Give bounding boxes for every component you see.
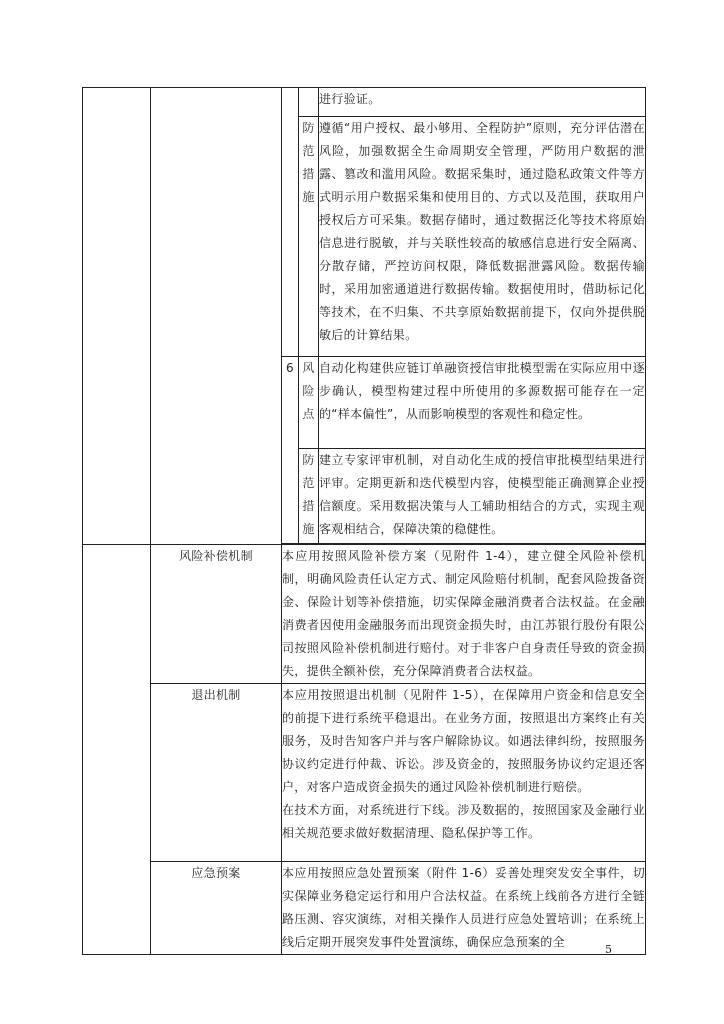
exit-technical-text: 在技术方面，对系统进行下线。涉及数据的，按照国家及金融行业相关规范要求做好数据清理、隐私保护等工作。 <box>282 803 645 840</box>
compensation-title: 风险补偿机制 <box>151 545 282 684</box>
label-char: 施 <box>302 522 315 536</box>
emergency-row <box>83 862 646 955</box>
privacy-measures-label <box>299 117 319 357</box>
risk-measures-text: 建立专家评审机制，对自动化生成的授信审批模型结果进行评审。定期更新和迭代模型内容，使模型能正确测算企业授信额度。采用数据决策与人工辅助相结合的方式，实现主观客观相结合，保障决策的稳健性。 <box>319 449 646 544</box>
risk-point-text: 自动化构建供应链订单融资授信审批模型需在实际应用中逐步确认，模型构建过程中所使用的多源数据可能存在一定的“样本偏性”，从而影响模型的客观性和稳定性。 <box>319 357 646 449</box>
empty-label-cell <box>299 88 319 117</box>
verify-row <box>83 88 646 117</box>
label-char: 防 <box>302 453 315 467</box>
label-char: 范 <box>302 144 315 158</box>
page-number: 5 <box>605 943 612 956</box>
application-table <box>82 87 646 955</box>
empty-category-cell <box>151 88 282 545</box>
risk-point-label <box>299 357 319 449</box>
empty-outer-cell <box>83 88 151 545</box>
emergency-title: 应急预案 <box>151 862 282 955</box>
empty-outer-cell <box>83 545 151 955</box>
verify-text: 进行验证。 <box>319 88 646 117</box>
risk-measures-label <box>299 449 319 544</box>
label-char: 措 <box>302 499 315 513</box>
empty-number-cell <box>282 88 299 357</box>
item-number: 6 <box>282 357 299 544</box>
compensation-text: 本应用按照风险补偿方案（见附件 1-4），建立健全风险补偿机制，明确风险责任认定方式、制定风险赔付机制，配套风险拨备资金、保险计划等补偿措施，切实保障金融消费者合法权益。在金融消费者因使用金融服务而出现资金损失时，由江苏银行股份有限公司按照风险补偿机制进行赔付。对于非客户自身责任导致的资金损失，提供全额补偿，充分保障消费者合法权益。 <box>282 545 646 684</box>
exit-text <box>282 684 646 862</box>
exit-business-text: 本应用按照退出机制（见附件 1-5），在保障用户资金和信息安全的前提下进行系统平稳退出。在业务方面，按照退出方案终止有关服务，及时告知客户并与客户解除协议。如遇法律纠纷，按照服务协议约定进行仲裁、诉讼。涉及资金的，按照服务协议约定退还客户，对客户造成资金损失的通过风险补偿机制进行赔偿。 <box>282 688 645 794</box>
exit-title: 退出机制 <box>151 684 282 862</box>
label-char: 措 <box>302 167 315 181</box>
label-char: 施 <box>302 190 315 204</box>
label-char: 防 <box>302 121 315 135</box>
privacy-measures-text: 遵循“用户授权、最小够用、全程防护”原则，充分评估潜在风险，加强数据全生命周期安全管理，严防用户数据的泄露、篡改和滥用风险。数据采集时，通过隐私政策文件等方式明示用户数据采集和使用目的、方式以及范围，获取用户授权后方可采集。数据存储时，通过数据泛化等技术将原始信息进行脱敏，并与关联性较高的敏感信息进行安全隔离、分散存储，严控访问权限，降低数据泄露风险。数据传输时，采用加密通道进行数据传输。数据使用时，借助标记化等技术，在不归集、不共享原始数据前提下，仅向外提供脱敏后的计算结果。 <box>319 117 646 357</box>
label-char: 点 <box>302 407 315 421</box>
label-char: 范 <box>302 476 315 490</box>
compensation-row <box>83 545 646 684</box>
exit-row <box>83 684 646 862</box>
label-char: 风 <box>302 361 315 375</box>
emergency-text: 本应用按照应急处置预案（附件 1-6）妥善处理突发安全事件，切实保障业务稳定运行和用户合法权益。在系统上线前各方进行全链路压测、容灾演练，对相关操作人员进行应急处置培训；在系统上线后定期开展突发事件处置演练，确保应急预案的全 <box>282 862 646 955</box>
label-char: 险 <box>302 384 315 398</box>
